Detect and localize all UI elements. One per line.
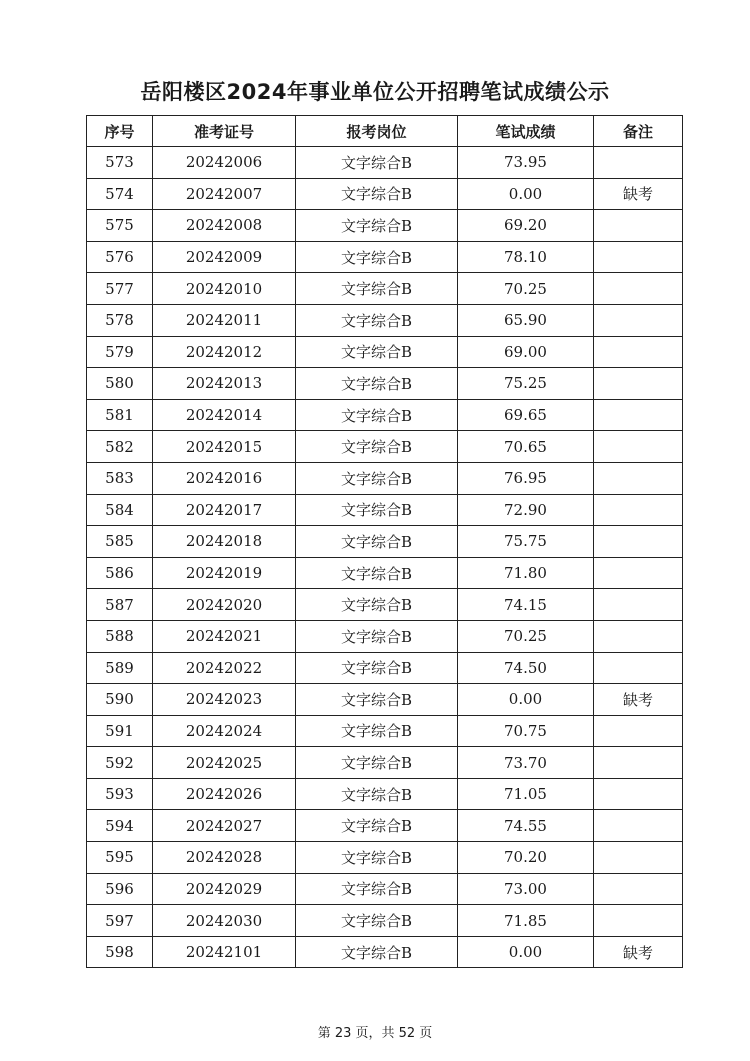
cell-remark	[594, 652, 683, 684]
table-row	[87, 557, 683, 589]
header-remark: 备注	[594, 116, 683, 147]
cell-score: 69.20	[458, 210, 594, 242]
table-row	[87, 810, 683, 842]
cell-position: 文字综合B	[296, 178, 458, 210]
cell-score: 71.05	[458, 778, 594, 810]
cell-remark	[594, 399, 683, 431]
table-row	[87, 620, 683, 652]
cell-score: 71.80	[458, 557, 594, 589]
cell-index: 595	[87, 842, 153, 874]
cell-score: 0.00	[458, 684, 594, 716]
cell-position: 文字综合B	[296, 936, 458, 968]
cell-score: 69.65	[458, 399, 594, 431]
cell-position: 文字综合B	[296, 557, 458, 589]
cell-index: 584	[87, 494, 153, 526]
cell-remark	[594, 905, 683, 937]
cell-index: 585	[87, 526, 153, 558]
cell-index: 586	[87, 557, 153, 589]
cell-index: 587	[87, 589, 153, 621]
page-footer: 第 23 页，共 52 页	[317, 1026, 433, 1041]
cell-remark	[594, 241, 683, 273]
cell-position: 文字综合B	[296, 147, 458, 179]
cell-remark: 缺考	[594, 684, 683, 716]
cell-position: 文字综合B	[296, 336, 458, 368]
cell-remark	[594, 620, 683, 652]
cell-index: 581	[87, 399, 153, 431]
cell-position: 文字综合B	[296, 399, 458, 431]
cell-exam-id: 20242016	[153, 462, 296, 494]
header-score: 笔试成绩	[458, 116, 594, 147]
cell-index: 589	[87, 652, 153, 684]
scores-table	[86, 115, 683, 968]
table-row	[87, 652, 683, 684]
cell-remark: 缺考	[594, 178, 683, 210]
cell-position: 文字综合B	[296, 526, 458, 558]
table-row	[87, 304, 683, 336]
cell-position: 文字综合B	[296, 747, 458, 779]
cell-score: 75.75	[458, 526, 594, 558]
cell-remark	[594, 462, 683, 494]
cell-score: 70.65	[458, 431, 594, 463]
table-row	[87, 842, 683, 874]
cell-exam-id: 20242030	[153, 905, 296, 937]
cell-position: 文字综合B	[296, 715, 458, 747]
cell-index: 592	[87, 747, 153, 779]
cell-index: 579	[87, 336, 153, 368]
cell-position: 文字综合B	[296, 462, 458, 494]
cell-score: 72.90	[458, 494, 594, 526]
table-row	[87, 873, 683, 905]
table-row	[87, 936, 683, 968]
cell-remark	[594, 747, 683, 779]
cell-score: 0.00	[458, 178, 594, 210]
table-row	[87, 526, 683, 558]
cell-score: 76.95	[458, 462, 594, 494]
cell-exam-id: 20242025	[153, 747, 296, 779]
cell-position: 文字综合B	[296, 905, 458, 937]
cell-score: 70.75	[458, 715, 594, 747]
table-row	[87, 178, 683, 210]
header-exam-id: 准考证号	[153, 116, 296, 147]
cell-score: 65.90	[458, 304, 594, 336]
cell-index: 578	[87, 304, 153, 336]
cell-score: 78.10	[458, 241, 594, 273]
cell-position: 文字综合B	[296, 842, 458, 874]
cell-position: 文字综合B	[296, 304, 458, 336]
cell-exam-id: 20242020	[153, 589, 296, 621]
cell-index: 573	[87, 147, 153, 179]
cell-remark	[594, 557, 683, 589]
cell-exam-id: 20242009	[153, 241, 296, 273]
cell-index: 598	[87, 936, 153, 968]
table-row	[87, 399, 683, 431]
cell-exam-id: 20242019	[153, 557, 296, 589]
page-title: 岳阳楼区2024年事业单位公开招聘笔试成绩公示	[140, 80, 610, 104]
cell-exam-id: 20242017	[153, 494, 296, 526]
cell-score: 73.95	[458, 147, 594, 179]
cell-score: 70.20	[458, 842, 594, 874]
table-row	[87, 715, 683, 747]
cell-exam-id: 20242024	[153, 715, 296, 747]
cell-exam-id: 20242029	[153, 873, 296, 905]
cell-remark	[594, 431, 683, 463]
cell-remark	[594, 526, 683, 558]
cell-exam-id: 20242008	[153, 210, 296, 242]
cell-remark	[594, 147, 683, 179]
cell-remark	[594, 210, 683, 242]
cell-exam-id: 20242027	[153, 810, 296, 842]
cell-remark	[594, 810, 683, 842]
cell-remark: 缺考	[594, 936, 683, 968]
cell-exam-id: 20242013	[153, 368, 296, 400]
cell-remark	[594, 273, 683, 305]
cell-score: 73.70	[458, 747, 594, 779]
cell-position: 文字综合B	[296, 241, 458, 273]
cell-score: 74.55	[458, 810, 594, 842]
cell-exam-id: 20242011	[153, 304, 296, 336]
cell-position: 文字综合B	[296, 273, 458, 305]
cell-exam-id: 20242018	[153, 526, 296, 558]
cell-score: 70.25	[458, 273, 594, 305]
cell-position: 文字综合B	[296, 431, 458, 463]
header-position: 报考岗位	[296, 116, 458, 147]
cell-exam-id: 20242026	[153, 778, 296, 810]
table-row	[87, 747, 683, 779]
table-body	[87, 147, 683, 968]
cell-index: 593	[87, 778, 153, 810]
cell-index: 583	[87, 462, 153, 494]
cell-index: 576	[87, 241, 153, 273]
cell-index: 591	[87, 715, 153, 747]
table-row	[87, 462, 683, 494]
cell-index: 594	[87, 810, 153, 842]
cell-remark	[594, 873, 683, 905]
cell-position: 文字综合B	[296, 810, 458, 842]
cell-score: 75.25	[458, 368, 594, 400]
table-row	[87, 905, 683, 937]
cell-exam-id: 20242006	[153, 147, 296, 179]
cell-position: 文字综合B	[296, 652, 458, 684]
cell-exam-id: 20242015	[153, 431, 296, 463]
cell-position: 文字综合B	[296, 684, 458, 716]
cell-remark	[594, 715, 683, 747]
table-row	[87, 778, 683, 810]
table-row	[87, 147, 683, 179]
cell-exam-id: 20242028	[153, 842, 296, 874]
table-row	[87, 273, 683, 305]
cell-remark	[594, 494, 683, 526]
cell-remark	[594, 778, 683, 810]
cell-index: 577	[87, 273, 153, 305]
cell-remark	[594, 304, 683, 336]
cell-position: 文字综合B	[296, 620, 458, 652]
cell-exam-id: 20242007	[153, 178, 296, 210]
cell-exam-id: 20242014	[153, 399, 296, 431]
cell-exam-id: 20242022	[153, 652, 296, 684]
table-row	[87, 589, 683, 621]
cell-index: 580	[87, 368, 153, 400]
cell-score: 74.15	[458, 589, 594, 621]
cell-exam-id: 20242021	[153, 620, 296, 652]
cell-index: 574	[87, 178, 153, 210]
cell-score: 74.50	[458, 652, 594, 684]
cell-remark	[594, 589, 683, 621]
cell-position: 文字综合B	[296, 210, 458, 242]
cell-index: 582	[87, 431, 153, 463]
header-index: 序号	[87, 116, 153, 147]
cell-index: 596	[87, 873, 153, 905]
cell-score: 70.25	[458, 620, 594, 652]
cell-position: 文字综合B	[296, 368, 458, 400]
cell-score: 0.00	[458, 936, 594, 968]
cell-exam-id: 20242023	[153, 684, 296, 716]
cell-position: 文字综合B	[296, 494, 458, 526]
table-row	[87, 684, 683, 716]
cell-index: 588	[87, 620, 153, 652]
cell-position: 文字综合B	[296, 589, 458, 621]
cell-index: 597	[87, 905, 153, 937]
cell-score: 71.85	[458, 905, 594, 937]
table-row	[87, 368, 683, 400]
table-header-row	[87, 116, 683, 147]
cell-exam-id: 20242101	[153, 936, 296, 968]
cell-remark	[594, 368, 683, 400]
cell-position: 文字综合B	[296, 778, 458, 810]
cell-position: 文字综合B	[296, 873, 458, 905]
cell-remark	[594, 842, 683, 874]
table-row	[87, 336, 683, 368]
cell-score: 69.00	[458, 336, 594, 368]
table-row	[87, 431, 683, 463]
table-row	[87, 210, 683, 242]
cell-exam-id: 20242012	[153, 336, 296, 368]
cell-exam-id: 20242010	[153, 273, 296, 305]
cell-index: 590	[87, 684, 153, 716]
cell-score: 73.00	[458, 873, 594, 905]
cell-index: 575	[87, 210, 153, 242]
table-row	[87, 494, 683, 526]
cell-remark	[594, 336, 683, 368]
table-row	[87, 241, 683, 273]
